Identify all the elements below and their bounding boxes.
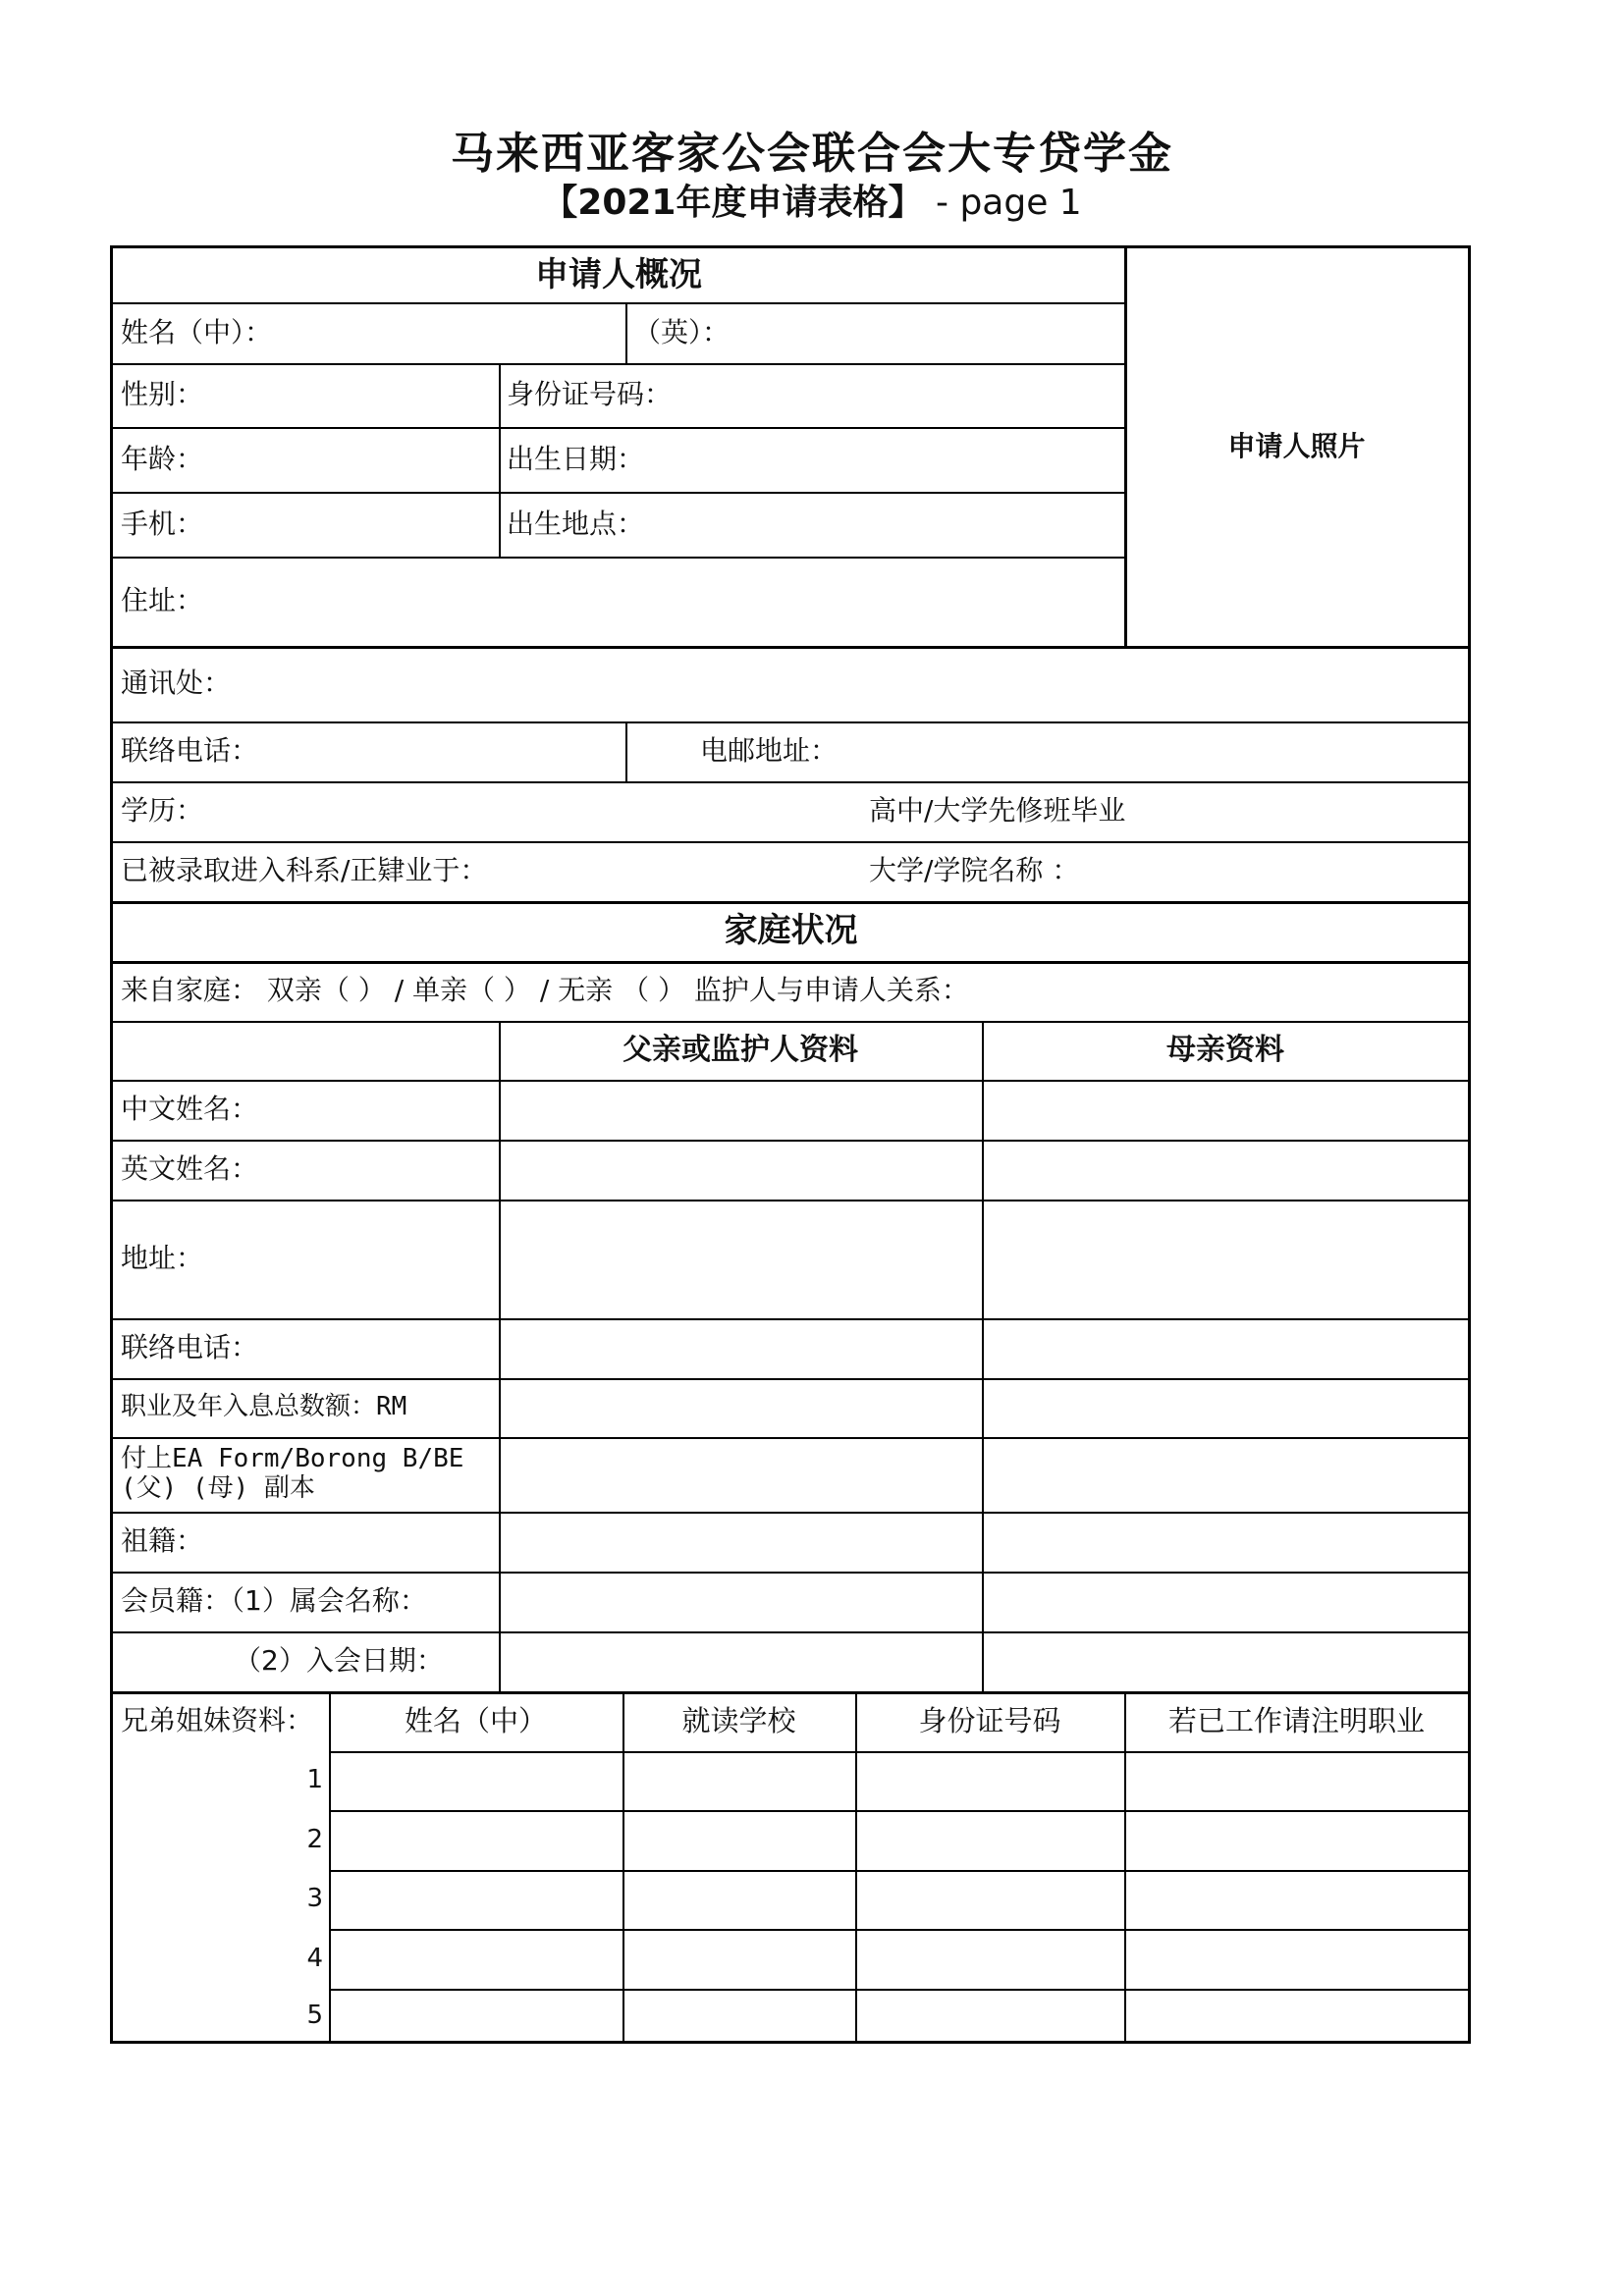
sibling-2-school-input[interactable] (624, 1812, 853, 1869)
university-name-field[interactable]: 大学/学院名称 ： (869, 854, 1080, 887)
ea-form-label (113, 1437, 499, 1512)
parent-address-label: 地址： (121, 1242, 204, 1275)
sibling-5-occupation-input[interactable] (1126, 1991, 1467, 2042)
birthplace-field[interactable]: 出生地点： (507, 507, 645, 540)
father-en-name-input[interactable] (501, 1142, 980, 1199)
mother-phone-input[interactable] (984, 1320, 1467, 1377)
sibling-col-ic: 身份证号码 (918, 1703, 1061, 1737)
mother-address-input[interactable] (984, 1201, 1467, 1317)
form-subtitle (0, 175, 1624, 225)
mother-cn-name-input[interactable] (984, 1082, 1467, 1139)
email-field[interactable]: 电邮地址： (700, 734, 839, 768)
age-field[interactable]: 年龄： (121, 442, 204, 475)
father-cn-name-input[interactable] (501, 1082, 980, 1139)
family-origin-field[interactable]: 来自家庭： 双亲（ ） / 单亲（ ） / 无亲 （ ） 监护人与申请人关系： (121, 974, 969, 1007)
father-occupation-input[interactable] (501, 1380, 980, 1436)
ea-form-line-1: 付上EA Form/Borong B/BE (121, 1444, 464, 1474)
father-membership-input[interactable] (501, 1574, 980, 1630)
sibling-4-occupation-input[interactable] (1126, 1931, 1467, 1988)
sibling-col-name: 姓名（中） (404, 1703, 547, 1737)
occupation-income-text: 职业及年入息总数额：RM (121, 1392, 407, 1422)
sibling-4-ic-input[interactable] (857, 1931, 1122, 1988)
sibling-1-school-input[interactable] (624, 1753, 853, 1809)
mother-membership-input[interactable] (984, 1574, 1467, 1630)
father-join-date-input[interactable] (501, 1633, 980, 1690)
sibling-4-school-input[interactable] (624, 1931, 853, 1988)
membership-label: 会员籍：（1）属会名称： (121, 1584, 427, 1618)
sibling-1-occupation-input[interactable] (1126, 1753, 1467, 1809)
sibling-4-name-input[interactable] (331, 1931, 621, 1988)
section-title-family: 家庭状况 (724, 910, 858, 950)
education-field[interactable]: 学历： (121, 794, 204, 828)
sibling-2-ic-input[interactable] (857, 1812, 1122, 1869)
mother-occupation-input[interactable] (984, 1380, 1467, 1436)
mother-ea-form-input[interactable] (984, 1439, 1467, 1511)
mailing-address-field[interactable]: 通讯处： (121, 667, 232, 700)
parent-en-name-label: 英文姓名： (121, 1152, 259, 1186)
sibling-5-school-input[interactable] (624, 1991, 853, 2042)
sibling-3-ic-input[interactable] (857, 1872, 1122, 1928)
sibling-col-school: 就读学校 (681, 1703, 796, 1737)
dob-field[interactable]: 出生日期： (507, 442, 645, 475)
sibling-3-name-input[interactable] (331, 1872, 621, 1928)
mother-join-date-input[interactable] (984, 1633, 1467, 1690)
education-note: 高中/大学先修班毕业 (869, 794, 1126, 828)
page-number: - page 1 (936, 183, 1082, 223)
sibling-row-number: 1 (306, 1765, 323, 1795)
phone-field[interactable]: 联络电话： (121, 734, 259, 768)
sibling-1-ic-input[interactable] (857, 1753, 1122, 1809)
father-address-input[interactable] (501, 1201, 980, 1317)
sibling-2-name-input[interactable] (331, 1812, 621, 1869)
father-phone-input[interactable] (501, 1320, 980, 1377)
sibling-row-number: 3 (306, 1884, 323, 1914)
address-field[interactable]: 住址： (121, 584, 204, 617)
col-header-mother: 母亲资料 (1166, 1032, 1284, 1067)
ancestry-label: 祖籍： (121, 1524, 204, 1558)
father-ea-form-input[interactable] (501, 1439, 980, 1511)
sibling-3-school-input[interactable] (624, 1872, 853, 1928)
ea-form-line-2: (父) (母) 副本 (121, 1473, 315, 1503)
parent-occupation-label (113, 1378, 499, 1437)
sibling-col-occupation: 若已工作请注明职业 (1167, 1703, 1425, 1737)
name-en-field[interactable]: （英）： (633, 315, 731, 348)
sibling-2-occupation-input[interactable] (1126, 1812, 1467, 1869)
name-cn-field[interactable]: 姓名（中）： (121, 315, 273, 348)
col-header-father: 父亲或监护人资料 (623, 1032, 858, 1067)
admitted-course-field[interactable]: 已被录取进入科系/正肄业于： (121, 854, 488, 887)
parent-cn-name-label: 中文姓名： (121, 1093, 259, 1126)
gender-field[interactable]: 性别： (121, 378, 204, 411)
sibling-1-name-input[interactable] (331, 1753, 621, 1809)
mother-en-name-input[interactable] (984, 1142, 1467, 1199)
ic-number-field[interactable]: 身份证号码： (507, 378, 673, 411)
form-title: 马来西亚客家公会联合会大专贷学金 (451, 129, 1173, 179)
application-form (110, 245, 1471, 2044)
applicant-photo-box[interactable]: 申请人照片 (1227, 430, 1366, 463)
parent-phone-label: 联络电话： (121, 1331, 259, 1364)
sibling-row-number: 2 (306, 1824, 323, 1854)
form-year-label: 【2021年度申请表格】 (542, 183, 924, 223)
sibling-5-name-input[interactable] (331, 1991, 621, 2042)
sibling-row-number: 5 (306, 2000, 323, 2030)
mother-ancestry-input[interactable] (984, 1514, 1467, 1571)
section-title-applicant: 申请人概况 (535, 254, 702, 294)
join-date-label: （2）入会日期： (234, 1644, 444, 1678)
siblings-label: 兄弟姐妹资料： (121, 1704, 314, 1737)
sibling-row-number: 4 (306, 1943, 323, 1973)
father-ancestry-input[interactable] (501, 1514, 980, 1571)
sibling-3-occupation-input[interactable] (1126, 1872, 1467, 1928)
sibling-5-ic-input[interactable] (857, 1991, 1122, 2042)
mobile-field[interactable]: 手机： (121, 507, 204, 540)
